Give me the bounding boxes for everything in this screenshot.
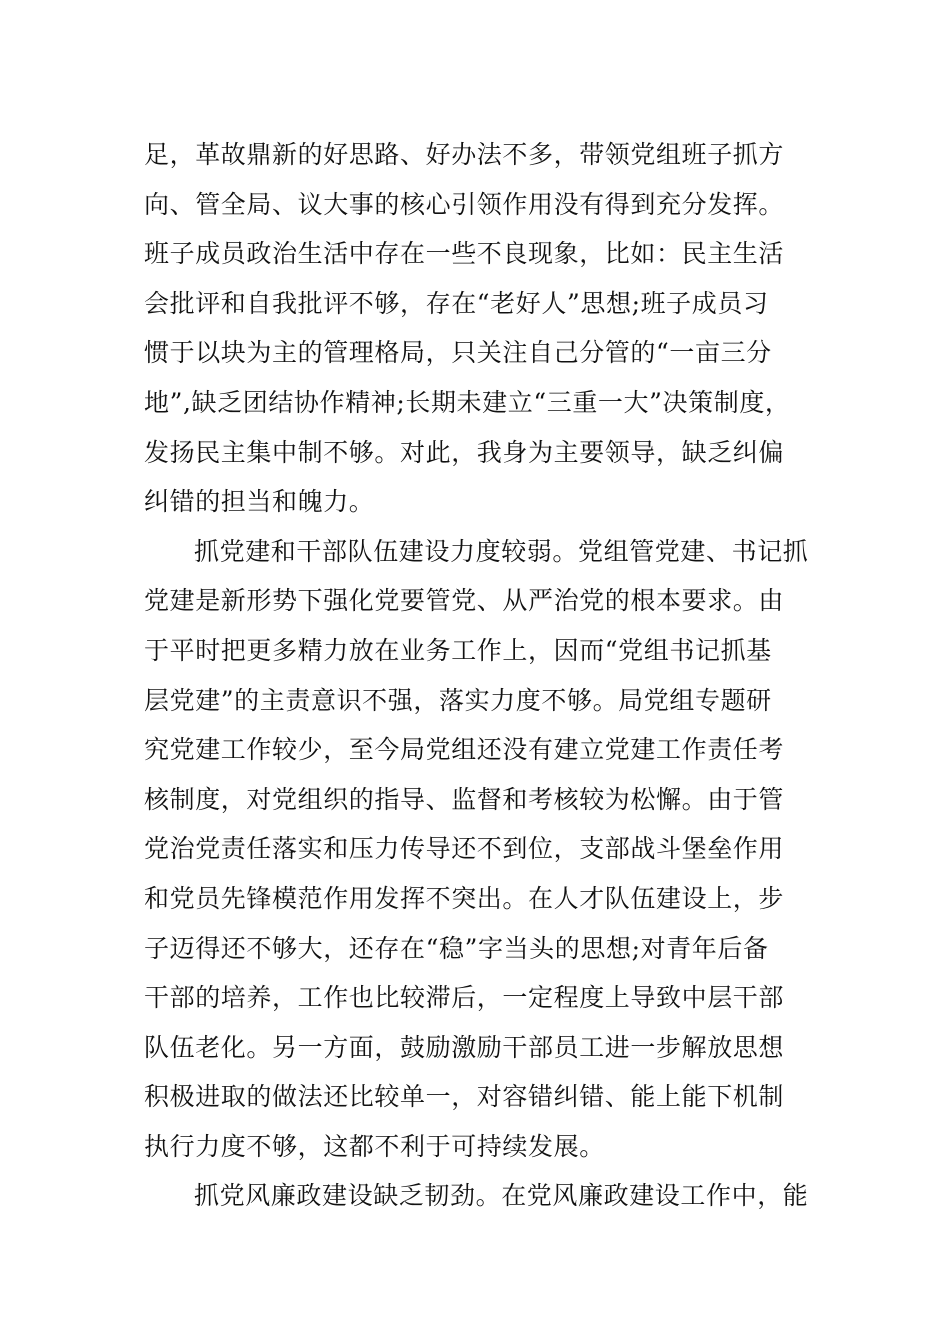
paragraph-start-line: 抓党风廉政建设缺乏韧劲。在党风廉政建设工作中，能 — [194, 1181, 809, 1211]
text-line: 党建是新形势下强化党要管党、从严治党的根本要求。由 — [144, 586, 785, 616]
text-line: 纠错的担当和魄力。 — [144, 487, 375, 517]
text-line: 队伍老化。另一方面，鼓励激励干部员工进一步解放思想 — [144, 1032, 785, 1062]
text-line: 执行力度不够，这都不利于可持续发展。 — [144, 1131, 605, 1161]
paragraph-start-line: 抓党建和干部队伍建设力度较弱。党组管党建、书记抓 — [194, 536, 809, 566]
text-line: 和党员先锋模范作用发挥不突出。在人才队伍建设上，步 — [144, 883, 785, 913]
text-line: 子迈得还不够大，还存在“稳”字当头的思想;对青年后备 — [144, 933, 769, 963]
text-line: 核制度，对党组织的指导、监督和考核较为松懈。由于管 — [144, 784, 785, 814]
text-line: 足，革故鼎新的好思路、好办法不多，带领党组班子抓方 — [144, 140, 785, 169]
text-line: 干部的培养，工作也比较滞后，一定程度上导致中层干部 — [144, 983, 785, 1013]
text-line: 究党建工作较少，至今局党组还没有建立党建工作责任考 — [144, 735, 785, 765]
text-line: 于平时把更多精力放在业务工作上，因而“党组书记抓基 — [144, 635, 772, 665]
text-line: 会批评和自我批评不够，存在“老好人”思想;班子成员习 — [144, 288, 769, 318]
text-line: 班子成员政治生活中存在一些不良现象，比如：民主生活 — [144, 239, 785, 269]
text-line: 积极进取的做法还比较单一，对容错纠错、能上能下机制 — [144, 1082, 785, 1112]
body-text — [144, 130, 814, 1221]
text-line: 发扬民主集中制不够。对此，我身为主要领导，缺乏纠偏 — [144, 437, 785, 467]
text-line: 地”,缺乏团结协作精神;长期未建立“三重一大”决策制度， — [144, 387, 791, 417]
text-line: 层党建”的主责意识不强，落实力度不够。局党组专题研 — [144, 685, 772, 715]
text-line: 惯于以块为主的管理格局，只关注自己分管的“一亩三分 — [144, 338, 772, 368]
text-line: 向、管全局、议大事的核心引领作用没有得到充分发挥。 — [144, 189, 785, 219]
text-line: 党治党责任落实和压力传导还不到位，支部战斗堡垒作用 — [144, 834, 785, 864]
